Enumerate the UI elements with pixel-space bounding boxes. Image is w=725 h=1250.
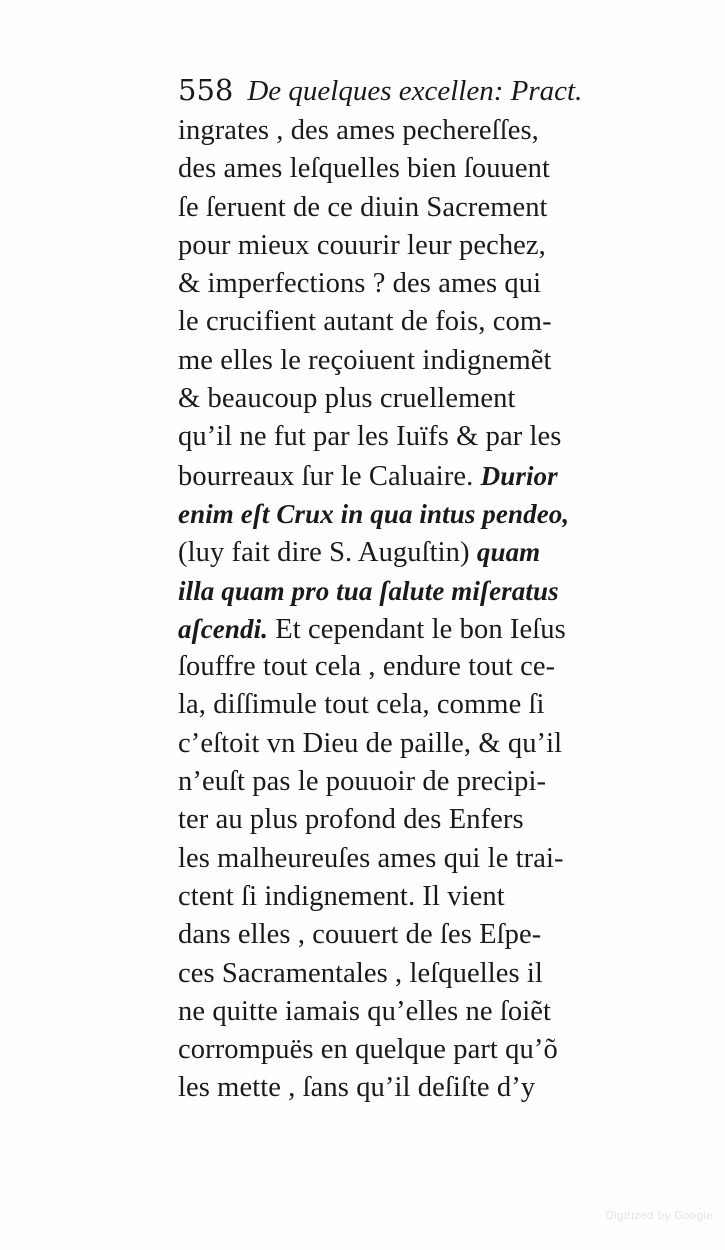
watermark: Digitized by Google (605, 1209, 713, 1222)
line-text: me elles le reçoiuent indignemẽt (178, 344, 552, 376)
text-line (178, 610, 678, 648)
italic-latin-quote: aſcendi. (178, 613, 269, 644)
text-line (178, 878, 678, 916)
line-text: les malheureuſes ames qui le trai- (178, 842, 564, 874)
text-line (178, 227, 678, 265)
line-text: & beaucoup plus cruellement (178, 383, 516, 415)
line-text: dans elles , couuert de ſes Eſpe- (178, 919, 542, 951)
text-line (178, 342, 678, 380)
line-text: ter au plus profond des Enfers (178, 804, 524, 836)
line-text: pour mieux couurir leur pechez, (178, 229, 546, 261)
line-text: & imperfections ? des ames qui (178, 268, 542, 300)
italic-latin-quote: illa quam pro tua ſalute miſeratus (178, 575, 559, 606)
italic-latin-quote: enim eſt Crux in qua intus pendeo, (178, 498, 570, 529)
text-line (178, 801, 678, 839)
text-line (178, 150, 678, 188)
line-text: ſe ſeruent de ce diuin Sacrement (178, 191, 548, 223)
line-text: ces Sacramentales , leſquelles il (178, 957, 543, 989)
line-text: le crucifient autant de fois, com- (178, 306, 552, 338)
line-text: ctent ſi indignement. Il vient (178, 880, 505, 912)
running-title: De quelques excellen: Pract. (247, 75, 583, 107)
line-text: bourreaux ſur le Caluaire. (178, 460, 481, 492)
line-text: ingrates , des ames pechereſſes, (178, 115, 539, 146)
line-text: (luy fait dire S. Auguſtin) (178, 537, 477, 569)
text-line (178, 993, 678, 1031)
text-line (178, 955, 678, 993)
text-line (178, 840, 678, 878)
page-number: 558 (178, 73, 234, 107)
text-line (178, 303, 678, 341)
line-text: ſouffre tout cela , endure tout ce- (178, 651, 556, 683)
text-line (178, 763, 678, 801)
text-line (178, 648, 678, 686)
text-line (178, 418, 678, 456)
text-line (178, 725, 678, 763)
line-text: corrompuës en quelque part qu’õ (178, 1034, 558, 1066)
text-line (178, 916, 678, 954)
line-text: les mette , ſans qu’il deſiſte d’y (178, 1072, 536, 1104)
line-text: Et cependant le bon Ieſus (268, 613, 566, 645)
text-line (178, 533, 678, 571)
line-text: c’eſtoit vn Dieu de paille, & qu’il (178, 727, 563, 759)
text-block (178, 68, 678, 1108)
text-line (178, 457, 678, 495)
text-line (178, 112, 678, 150)
running-header (178, 68, 678, 112)
text-line (178, 265, 678, 303)
line-text: qu’il ne fut par les Iuïfs & par les (178, 421, 562, 453)
italic-latin-quote: quam (476, 537, 541, 568)
text-line (178, 189, 678, 227)
text-line (178, 572, 678, 610)
line-text: la, diſſimule tout cela, comme ſi (178, 689, 545, 721)
line-text: ne quitte iamais qu’elles ne ſoiẽt (178, 995, 551, 1027)
line-text: n’euſt pas le pouuoir de precipi- (178, 766, 547, 798)
text-line (178, 686, 678, 724)
text-line (178, 495, 678, 533)
text-line (178, 1069, 678, 1107)
text-line (178, 1031, 678, 1069)
body-text (178, 112, 678, 1108)
text-line (178, 380, 678, 418)
italic-latin-quote: Durior (480, 460, 558, 491)
line-text: des ames leſquelles bien ſouuent (178, 153, 551, 185)
